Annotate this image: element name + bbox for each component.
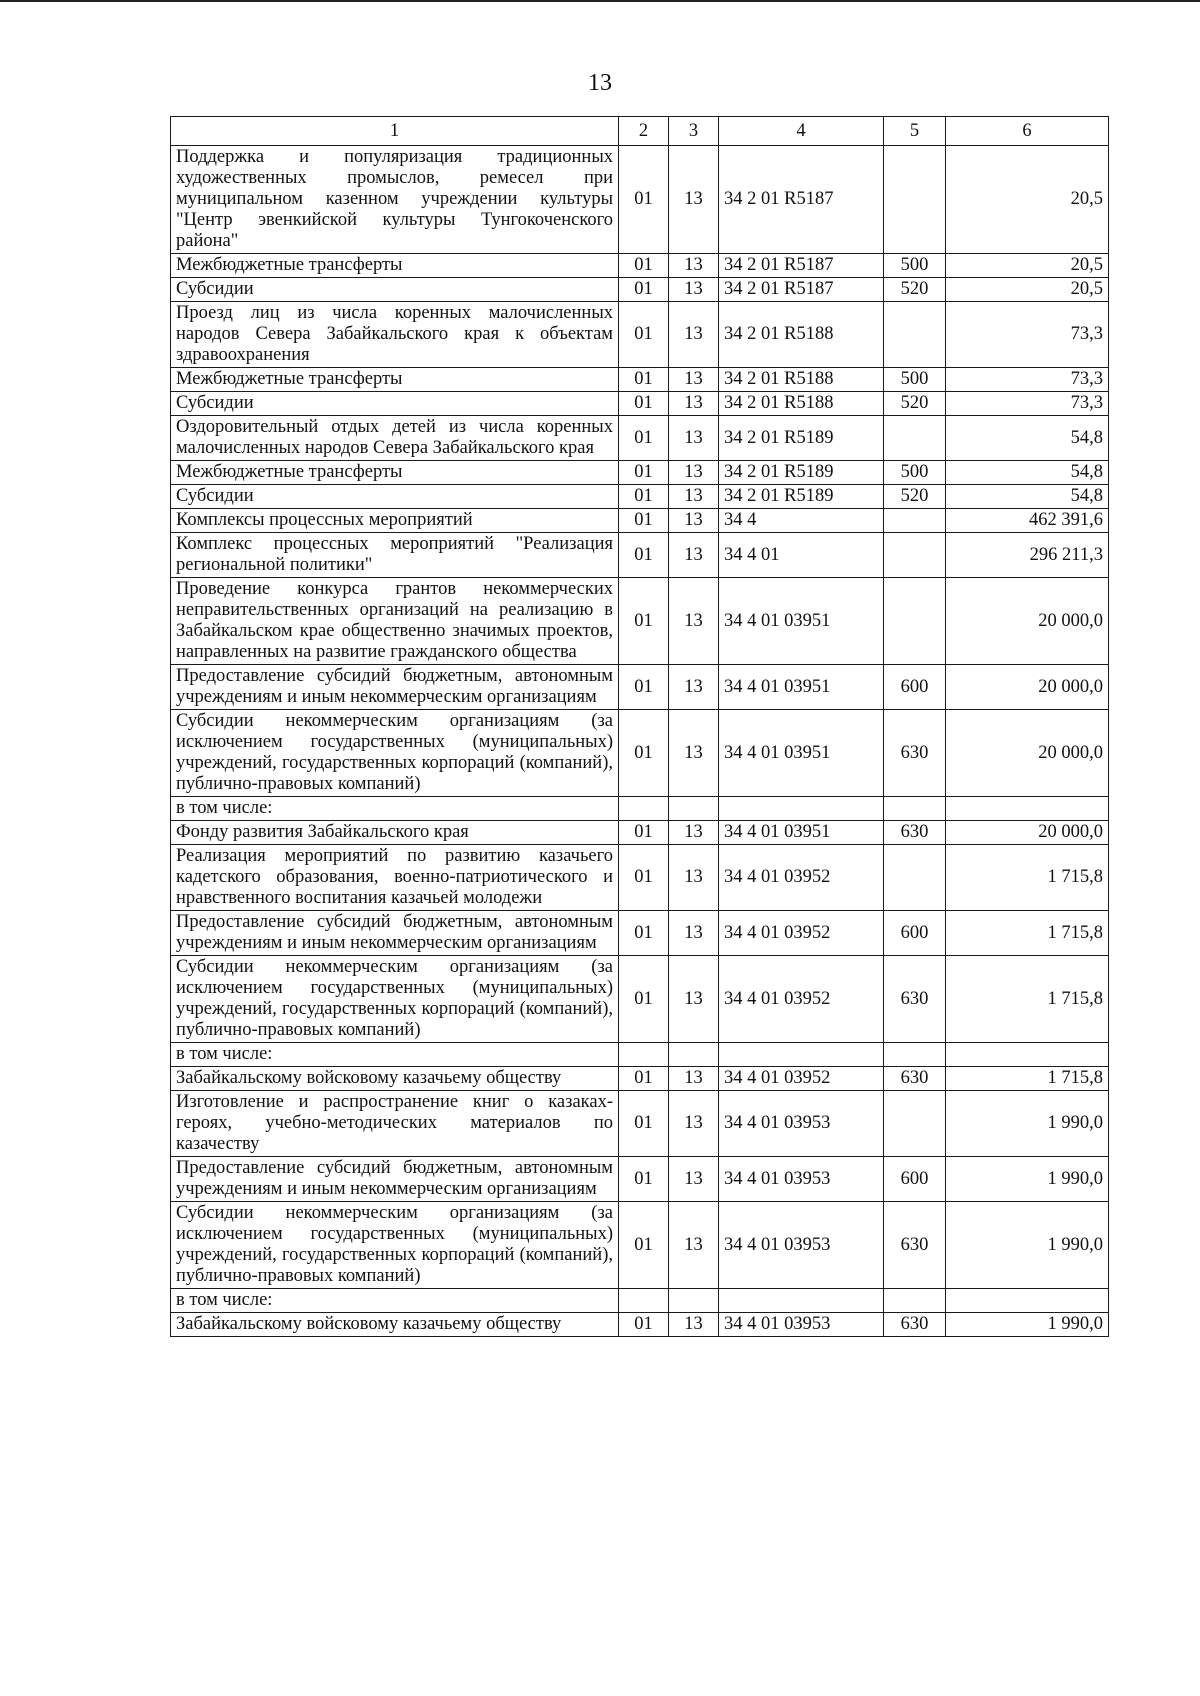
budget-table — [170, 116, 1109, 1337]
row-subsection-cell: 13 — [669, 416, 719, 461]
row-name-cell: Предоставление субсидий бюджетным, автономным учреждениям и иным некоммерческим организациям — [171, 1157, 619, 1202]
row-name-cell: в том числе: — [171, 1289, 619, 1313]
row-subsection-cell: 13 — [669, 821, 719, 845]
row-section-cell: 01 — [619, 845, 669, 911]
row-subsection-cell: 13 — [669, 578, 719, 665]
row-subsection-cell: 13 — [669, 1067, 719, 1091]
row-subsection-cell — [669, 797, 719, 821]
row-name-cell: Субсидии — [171, 392, 619, 416]
row-target-code-cell: 34 4 01 03953 — [719, 1313, 884, 1337]
row-expense-type-cell: 630 — [884, 956, 946, 1043]
row-amount-cell: 1 715,8 — [946, 845, 1109, 911]
row-expense-type-cell — [884, 797, 946, 821]
row-amount-cell: 462 391,6 — [946, 509, 1109, 533]
row-section-cell: 01 — [619, 1313, 669, 1337]
table-row — [171, 509, 1109, 533]
row-expense-type-cell — [884, 1091, 946, 1157]
table-row — [171, 368, 1109, 392]
row-amount-cell — [946, 797, 1109, 821]
table-row — [171, 665, 1109, 710]
row-name-cell: Предоставление субсидий бюджетным, автономным учреждениям и иным некоммерческим организациям — [171, 911, 619, 956]
row-section-cell: 01 — [619, 461, 669, 485]
row-name-cell: Оздоровительный отдых детей из числа коренных малочисленных народов Севера Забайкальского края — [171, 416, 619, 461]
row-name-cell: Межбюджетные трансферты — [171, 368, 619, 392]
row-subsection-cell: 13 — [669, 1202, 719, 1289]
row-subsection-cell: 13 — [669, 710, 719, 797]
table-row — [171, 416, 1109, 461]
row-expense-type-cell: 600 — [884, 911, 946, 956]
row-subsection-cell: 13 — [669, 368, 719, 392]
row-name-cell: Субсидии некоммерческим организациям (за исключением государственных (муниципальных) учреждений, государственных корпораций (компаний), публично-правовых компаний) — [171, 710, 619, 797]
row-name-cell: Субсидии некоммерческим организациям (за исключением государственных (муниципальных) учреждений, государственных корпораций (компаний), публично-правовых компаний) — [171, 1202, 619, 1289]
table-row — [171, 461, 1109, 485]
header-cell: 6 — [946, 117, 1109, 146]
row-subsection-cell: 13 — [669, 254, 719, 278]
row-expense-type-cell: 600 — [884, 665, 946, 710]
row-target-code-cell: 34 4 01 03951 — [719, 821, 884, 845]
table-row — [171, 146, 1109, 254]
row-section-cell: 01 — [619, 1157, 669, 1202]
table-row — [171, 710, 1109, 797]
page-number: 13 — [588, 70, 612, 96]
table-row — [171, 392, 1109, 416]
row-target-code-cell: 34 2 01 R5189 — [719, 461, 884, 485]
row-subsection-cell: 13 — [669, 302, 719, 368]
row-name-cell: Поддержка и популяризация традиционных художественных промыслов, ремесел при муниципальном казенном учреждении культуры "Центр эвенкийской культуры Тунгокоченского района" — [171, 146, 619, 254]
row-name-cell: Комплекс процессных мероприятий "Реализация региональной политики" — [171, 533, 619, 578]
row-section-cell: 01 — [619, 1067, 669, 1091]
row-amount-cell: 1 990,0 — [946, 1313, 1109, 1337]
row-expense-type-cell — [884, 845, 946, 911]
row-amount-cell: 73,3 — [946, 392, 1109, 416]
table-row — [171, 302, 1109, 368]
table-row — [171, 1313, 1109, 1337]
table-row — [171, 1043, 1109, 1067]
row-amount-cell — [946, 1289, 1109, 1313]
row-amount-cell: 1 715,8 — [946, 1067, 1109, 1091]
row-amount-cell: 20,5 — [946, 146, 1109, 254]
row-subsection-cell: 13 — [669, 956, 719, 1043]
row-target-code-cell: 34 4 01 03953 — [719, 1157, 884, 1202]
row-expense-type-cell: 600 — [884, 1157, 946, 1202]
row-section-cell: 01 — [619, 302, 669, 368]
row-section-cell — [619, 1289, 669, 1313]
row-subsection-cell: 13 — [669, 461, 719, 485]
row-subsection-cell — [669, 1043, 719, 1067]
header-cell: 4 — [719, 117, 884, 146]
row-amount-cell: 1 715,8 — [946, 911, 1109, 956]
row-expense-type-cell — [884, 302, 946, 368]
row-amount-cell: 20 000,0 — [946, 821, 1109, 845]
row-subsection-cell: 13 — [669, 146, 719, 254]
row-expense-type-cell — [884, 146, 946, 254]
row-section-cell: 01 — [619, 578, 669, 665]
row-section-cell: 01 — [619, 1202, 669, 1289]
row-section-cell: 01 — [619, 533, 669, 578]
row-target-code-cell: 34 2 01 R5187 — [719, 146, 884, 254]
row-section-cell: 01 — [619, 665, 669, 710]
table-header-row — [171, 117, 1109, 146]
row-name-cell: в том числе: — [171, 797, 619, 821]
row-target-code-cell: 34 2 01 R5189 — [719, 416, 884, 461]
row-subsection-cell: 13 — [669, 1313, 719, 1337]
row-target-code-cell: 34 4 01 03951 — [719, 710, 884, 797]
table-row — [171, 1157, 1109, 1202]
row-target-code-cell: 34 2 01 R5188 — [719, 392, 884, 416]
row-subsection-cell: 13 — [669, 1091, 719, 1157]
row-section-cell — [619, 797, 669, 821]
row-target-code-cell — [719, 797, 884, 821]
row-subsection-cell: 13 — [669, 911, 719, 956]
row-target-code-cell: 34 4 01 03952 — [719, 845, 884, 911]
table-row — [171, 533, 1109, 578]
table-row — [171, 821, 1109, 845]
row-section-cell: 01 — [619, 146, 669, 254]
row-expense-type-cell — [884, 578, 946, 665]
table-row — [171, 278, 1109, 302]
row-expense-type-cell: 500 — [884, 254, 946, 278]
row-expense-type-cell: 520 — [884, 485, 946, 509]
row-section-cell: 01 — [619, 509, 669, 533]
row-expense-type-cell — [884, 1043, 946, 1067]
row-expense-type-cell: 630 — [884, 821, 946, 845]
row-amount-cell: 54,8 — [946, 485, 1109, 509]
row-expense-type-cell: 520 — [884, 392, 946, 416]
row-section-cell: 01 — [619, 710, 669, 797]
row-subsection-cell: 13 — [669, 392, 719, 416]
row-subsection-cell: 13 — [669, 665, 719, 710]
row-name-cell: Проведение конкурса грантов некоммерческих неправительственных организаций на реализацию в Забайкальском крае общественно значимых проектов, направленных на развитие гражданского общества — [171, 578, 619, 665]
table-row — [171, 1289, 1109, 1313]
row-target-code-cell: 34 4 01 03951 — [719, 578, 884, 665]
header-cell: 2 — [619, 117, 669, 146]
row-name-cell: Предоставление субсидий бюджетным, автономным учреждениям и иным некоммерческим организациям — [171, 665, 619, 710]
row-name-cell: Субсидии — [171, 278, 619, 302]
table-row — [171, 911, 1109, 956]
row-target-code-cell: 34 4 01 03951 — [719, 665, 884, 710]
row-name-cell: Субсидии — [171, 485, 619, 509]
row-name-cell: Изготовление и распространение книг о казаках-героях, учебно-методических материалов по казачеству — [171, 1091, 619, 1157]
row-subsection-cell: 13 — [669, 485, 719, 509]
row-target-code-cell: 34 2 01 R5189 — [719, 485, 884, 509]
row-name-cell: Проезд лиц из числа коренных малочисленных народов Севера Забайкальского края к объектам здравоохранения — [171, 302, 619, 368]
table-row — [171, 1091, 1109, 1157]
row-section-cell: 01 — [619, 254, 669, 278]
row-target-code-cell: 34 4 01 03952 — [719, 1067, 884, 1091]
row-expense-type-cell — [884, 1289, 946, 1313]
row-amount-cell: 20 000,0 — [946, 665, 1109, 710]
row-amount-cell: 20,5 — [946, 278, 1109, 302]
row-subsection-cell: 13 — [669, 845, 719, 911]
row-target-code-cell: 34 4 01 03952 — [719, 911, 884, 956]
row-target-code-cell: 34 2 01 R5188 — [719, 302, 884, 368]
row-name-cell: Забайкальскому войсковому казачьему обществу — [171, 1313, 619, 1337]
table-row — [171, 254, 1109, 278]
row-target-code-cell: 34 2 01 R5187 — [719, 278, 884, 302]
row-expense-type-cell — [884, 416, 946, 461]
row-amount-cell: 73,3 — [946, 368, 1109, 392]
row-target-code-cell: 34 4 01 03953 — [719, 1202, 884, 1289]
row-expense-type-cell — [884, 533, 946, 578]
table-row — [171, 845, 1109, 911]
table-row — [171, 956, 1109, 1043]
row-expense-type-cell: 630 — [884, 1067, 946, 1091]
row-target-code-cell: 34 4 — [719, 509, 884, 533]
row-expense-type-cell: 630 — [884, 710, 946, 797]
row-subsection-cell: 13 — [669, 533, 719, 578]
row-section-cell: 01 — [619, 392, 669, 416]
row-section-cell: 01 — [619, 956, 669, 1043]
row-section-cell: 01 — [619, 416, 669, 461]
row-name-cell: Субсидии некоммерческим организациям (за исключением государственных (муниципальных) учреждений, государственных корпораций (компаний), публично-правовых компаний) — [171, 956, 619, 1043]
row-amount-cell: 1 715,8 — [946, 956, 1109, 1043]
header-cell: 1 — [171, 117, 619, 146]
row-target-code-cell: 34 4 01 — [719, 533, 884, 578]
row-expense-type-cell: 630 — [884, 1313, 946, 1337]
row-target-code-cell: 34 4 01 03953 — [719, 1091, 884, 1157]
row-amount-cell: 1 990,0 — [946, 1202, 1109, 1289]
row-amount-cell: 1 990,0 — [946, 1091, 1109, 1157]
row-target-code-cell: 34 2 01 R5188 — [719, 368, 884, 392]
row-name-cell: Фонду развития Забайкальского края — [171, 821, 619, 845]
row-section-cell: 01 — [619, 821, 669, 845]
row-target-code-cell: 34 4 01 03952 — [719, 956, 884, 1043]
row-name-cell: в том числе: — [171, 1043, 619, 1067]
row-amount-cell: 54,8 — [946, 416, 1109, 461]
row-amount-cell: 1 990,0 — [946, 1157, 1109, 1202]
row-name-cell: Комплексы процессных мероприятий — [171, 509, 619, 533]
page-top-border — [0, 0, 1200, 2]
row-subsection-cell: 13 — [669, 509, 719, 533]
row-section-cell: 01 — [619, 485, 669, 509]
row-expense-type-cell: 630 — [884, 1202, 946, 1289]
row-section-cell: 01 — [619, 911, 669, 956]
row-name-cell: Межбюджетные трансферты — [171, 461, 619, 485]
header-cell: 3 — [669, 117, 719, 146]
row-amount-cell: 20 000,0 — [946, 578, 1109, 665]
table-row — [171, 797, 1109, 821]
row-amount-cell: 296 211,3 — [946, 533, 1109, 578]
row-amount-cell — [946, 1043, 1109, 1067]
table-row — [171, 1067, 1109, 1091]
row-expense-type-cell: 500 — [884, 368, 946, 392]
table-row — [171, 578, 1109, 665]
row-amount-cell: 20,5 — [946, 254, 1109, 278]
row-amount-cell: 20 000,0 — [946, 710, 1109, 797]
row-target-code-cell — [719, 1043, 884, 1067]
header-cell: 5 — [884, 117, 946, 146]
row-expense-type-cell — [884, 509, 946, 533]
row-target-code-cell — [719, 1289, 884, 1313]
row-section-cell: 01 — [619, 368, 669, 392]
row-expense-type-cell: 520 — [884, 278, 946, 302]
row-name-cell: Реализация мероприятий по развитию казачьего кадетского образования, военно-патриотического и нравственного воспитания казачьей молодежи — [171, 845, 619, 911]
row-amount-cell: 73,3 — [946, 302, 1109, 368]
row-section-cell: 01 — [619, 278, 669, 302]
row-subsection-cell: 13 — [669, 1157, 719, 1202]
row-subsection-cell: 13 — [669, 278, 719, 302]
row-section-cell — [619, 1043, 669, 1067]
row-name-cell: Межбюджетные трансферты — [171, 254, 619, 278]
row-target-code-cell: 34 2 01 R5187 — [719, 254, 884, 278]
table-row — [171, 485, 1109, 509]
row-expense-type-cell: 500 — [884, 461, 946, 485]
row-name-cell: Забайкальскому войсковому казачьему обществу — [171, 1067, 619, 1091]
row-amount-cell: 54,8 — [946, 461, 1109, 485]
table-row — [171, 1202, 1109, 1289]
row-subsection-cell — [669, 1289, 719, 1313]
row-section-cell: 01 — [619, 1091, 669, 1157]
